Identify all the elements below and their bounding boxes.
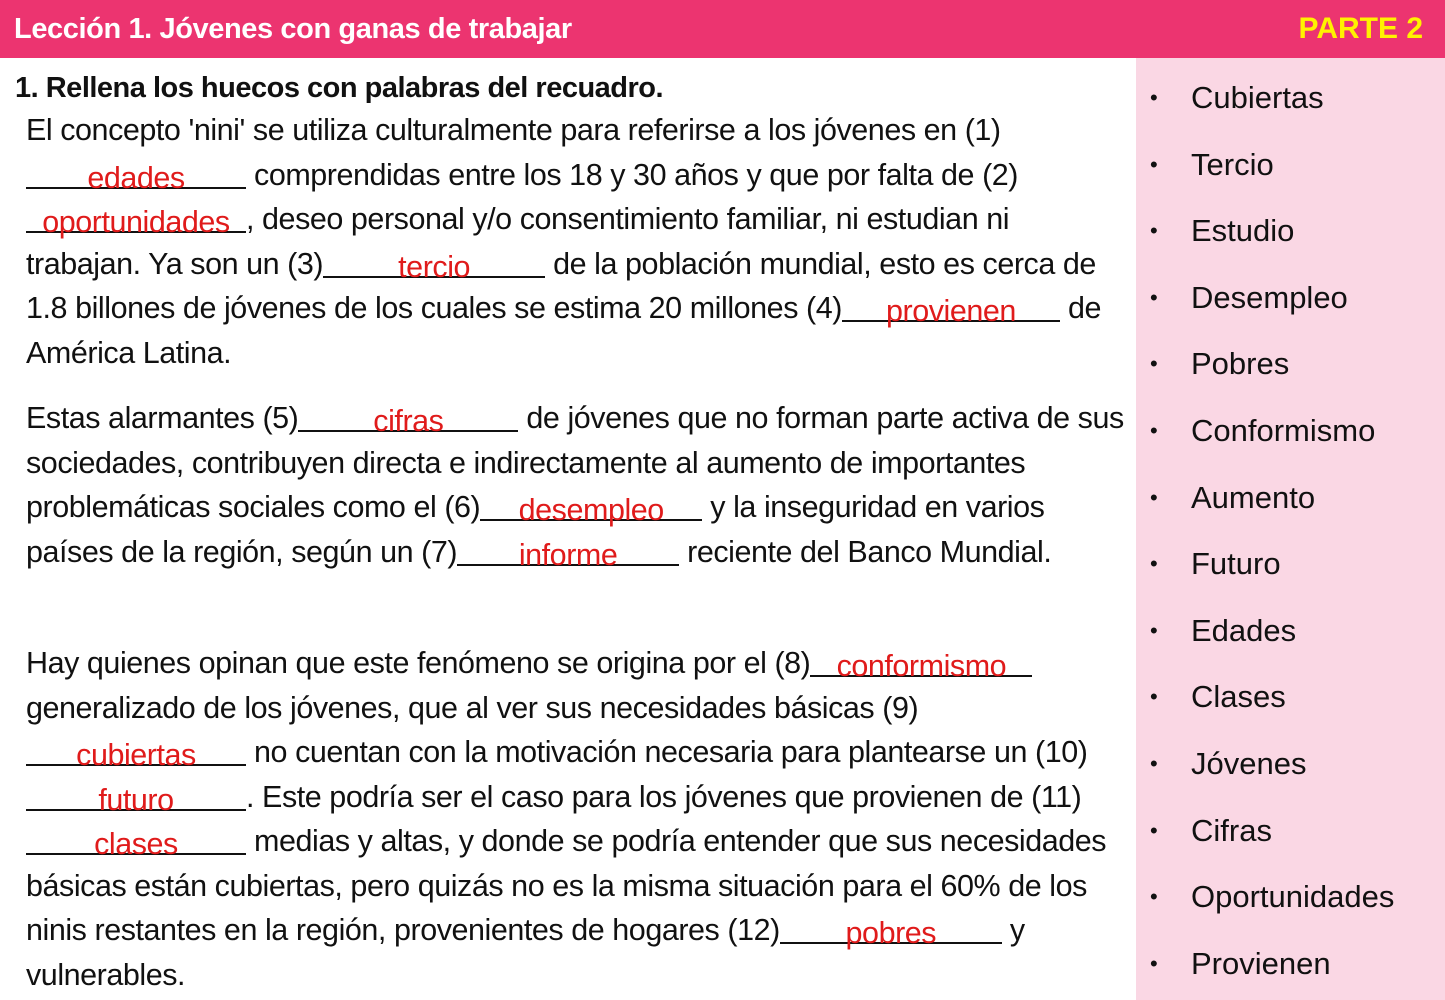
word-bank-item	[1150, 679, 1286, 715]
answer-3: tercio	[398, 249, 471, 284]
word-label: Desempleo	[1191, 280, 1348, 315]
word-label: Conformismo	[1191, 413, 1376, 448]
word-label: Estudio	[1191, 213, 1295, 248]
word-bank-item	[1150, 147, 1274, 183]
answer-12: pobres	[845, 916, 937, 950]
bullet-icon: •	[1150, 818, 1158, 843]
text-segment: Hay quienes opinan que este fenómeno se origina por el (8)	[26, 646, 811, 680]
word-bank-item	[1150, 480, 1315, 516]
word-label: Cubiertas	[1191, 80, 1324, 115]
blank-8[interactable]	[810, 641, 1032, 683]
text-segment: medias y altas, y donde se podría entender que sus necesidades básicas están cubiertas, pero quizás no es la misma situación para el 60% de los ninis restantes en la región, provenientes de hogares (12)	[26, 824, 1107, 947]
blank-7[interactable]	[457, 530, 679, 572]
word-bank	[1136, 58, 1445, 1000]
word-label: Aumento	[1191, 480, 1316, 515]
blank-9[interactable]	[26, 730, 246, 772]
word-label: Edades	[1191, 613, 1297, 648]
text-segment: . Este podría ser el caso para los jóvenes que provienen de (11)	[246, 779, 1082, 814]
paragraph-2	[26, 396, 1131, 574]
word-bank-item	[1150, 413, 1375, 449]
answer-9: cubiertas	[76, 738, 196, 772]
bullet-icon: •	[1150, 218, 1158, 243]
blank-12[interactable]	[780, 908, 1002, 950]
bullet-icon: •	[1150, 85, 1158, 110]
bullet-icon: •	[1150, 951, 1158, 976]
text-segment: de América Latina.	[26, 291, 1102, 370]
word-bank-item	[1150, 546, 1281, 582]
bullet-icon: •	[1150, 285, 1158, 310]
bullet-icon: •	[1150, 618, 1158, 643]
paragraph-3	[26, 641, 1131, 997]
text-segment: reciente del Banco Mundial.	[679, 534, 1052, 569]
bullet-icon: •	[1150, 751, 1158, 776]
word-label: Jóvenes	[1191, 746, 1307, 781]
text-segment: y la inseguridad en varios países de la región, según un (7)	[26, 490, 1045, 569]
word-bank-item	[1150, 746, 1306, 782]
word-label: Pobres	[1191, 346, 1290, 381]
word-bank-item	[1150, 213, 1294, 249]
answer-5: cifras	[373, 404, 444, 438]
paragraph-1	[26, 108, 1131, 375]
exercise-area	[0, 58, 1136, 1000]
word-bank-item	[1150, 346, 1289, 382]
answer-8: conformismo	[836, 649, 1007, 683]
blank-10[interactable]	[26, 775, 246, 817]
bullet-icon: •	[1150, 152, 1158, 177]
text-segment: comprendidas entre los 18 y 30 años y que por falta de (2)	[246, 157, 1019, 192]
word-label: Tercio	[1191, 147, 1274, 182]
answer-7: informe	[518, 537, 618, 572]
blank-5[interactable]	[298, 396, 518, 438]
blank-4[interactable]	[842, 286, 1060, 328]
word-label: Oportunidades	[1191, 879, 1395, 914]
answer-11: clases	[94, 827, 178, 861]
text-segment: Estas alarmantes (5)	[26, 401, 299, 435]
blank-1[interactable]	[26, 153, 246, 195]
text-segment: generalizado de los jóvenes, que al ver sus necesidades básicas (9)	[26, 690, 919, 725]
answer-4: provienen	[885, 294, 1016, 328]
bullet-icon: •	[1150, 418, 1158, 443]
text-segment: y vulnerables.	[26, 913, 1025, 992]
word-bank-item	[1150, 613, 1296, 649]
bullet-icon: •	[1150, 884, 1158, 909]
word-label: Cifras	[1191, 813, 1272, 848]
lesson-header	[0, 0, 1445, 58]
answer-6: desempleo	[518, 493, 664, 527]
word-label: Clases	[1191, 679, 1286, 714]
text-segment: de jóvenes que no forman parte activa de sus sociedades, contribuyen directa e indirectamente al aumento de importantes problemáticas sociales como el (6)	[26, 401, 1124, 524]
answer-2: oportunidades	[42, 205, 230, 239]
word-label: Provienen	[1191, 946, 1331, 981]
bullet-icon: •	[1150, 684, 1158, 709]
blank-6[interactable]	[480, 485, 702, 527]
text-segment: , deseo personal y/o consentimiento familiar, ni estudian ni trabajan. Ya son un (3)	[26, 202, 1010, 281]
bullet-icon: •	[1150, 551, 1158, 576]
text-segment: El concepto 'nini' se utiliza culturalmente para referirse a los jóvenes en (1)	[26, 113, 1001, 147]
word-bank-item	[1150, 813, 1272, 849]
answer-1: edades	[87, 160, 185, 195]
lesson-title: Lección 1. Jóvenes con ganas de trabajar	[14, 12, 572, 45]
part-label: PARTE 2	[1298, 12, 1423, 45]
bullet-icon: •	[1150, 485, 1158, 510]
exercise-instruction: 1. Rellena los huecos con palabras del recuadro.	[15, 72, 664, 104]
text-segment: de la población mundial, esto es cerca de 1.8 billones de jóvenes de los cuales se estima 20 millones (4)	[26, 246, 1096, 325]
text-segment: no cuentan con la motivación necesaria para plantearse un (10)	[246, 735, 1088, 769]
answer-10: futuro	[98, 782, 174, 817]
word-label: Futuro	[1191, 546, 1281, 581]
word-bank-item	[1150, 879, 1394, 915]
word-bank-item	[1150, 280, 1348, 316]
word-bank-item	[1150, 946, 1331, 982]
blank-2[interactable]	[26, 197, 246, 239]
bullet-icon: •	[1150, 351, 1158, 376]
word-bank-item	[1150, 80, 1324, 116]
blank-3[interactable]	[323, 242, 545, 284]
blank-11[interactable]	[26, 819, 246, 861]
